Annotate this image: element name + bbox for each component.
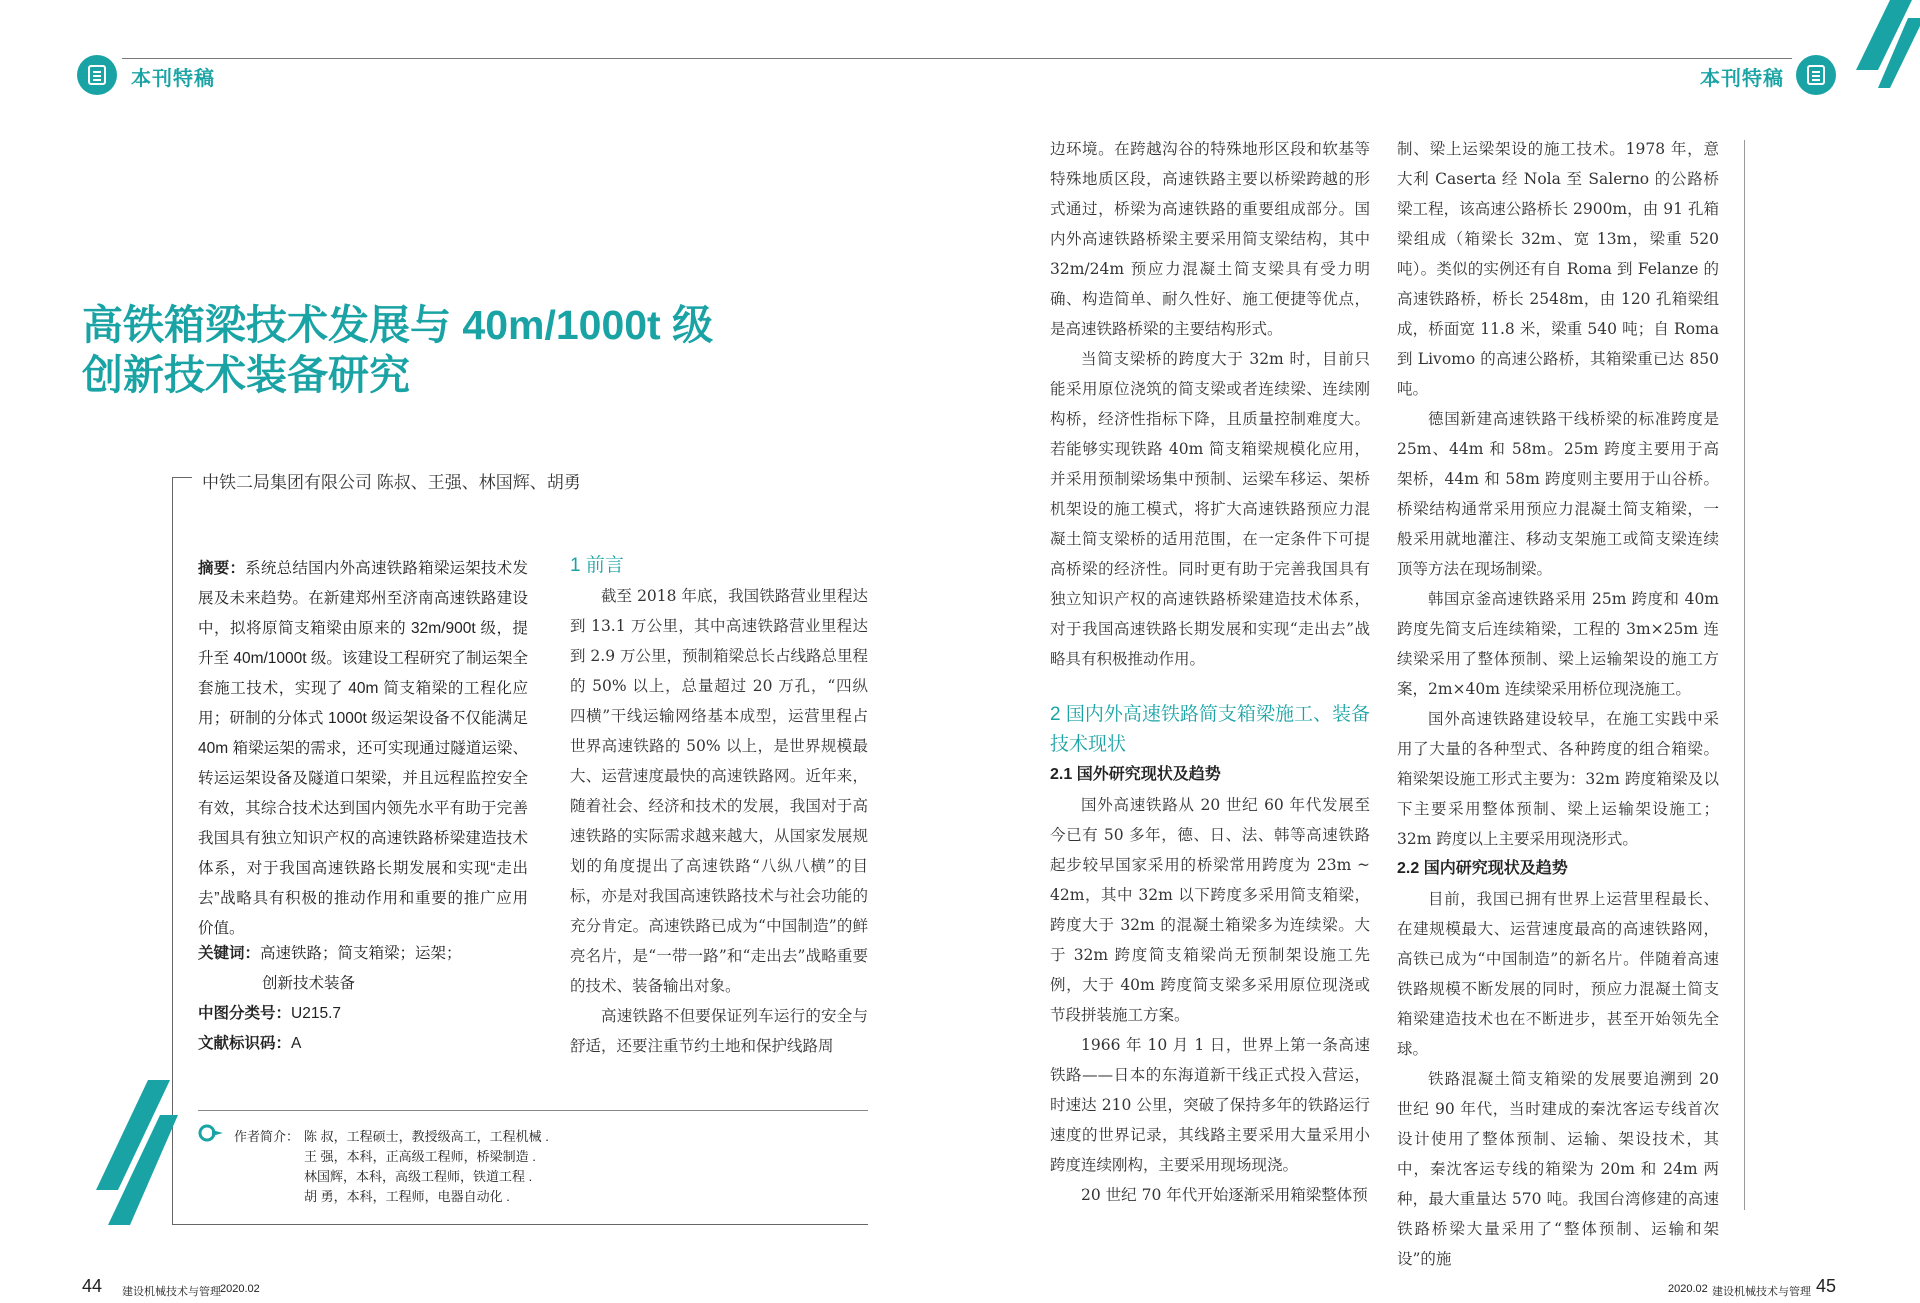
keywords bbox=[198, 941, 462, 963]
keywords-label: 关键词： bbox=[198, 945, 261, 962]
abstract-label: 摘要： bbox=[198, 560, 246, 577]
paragraph: 20 世纪 70 年代开始逐渐采用箱梁整体预 bbox=[1081, 1186, 1368, 1204]
keywords-line1: 高速铁路；简支箱梁；运架； bbox=[260, 945, 462, 962]
bio-divider bbox=[198, 1110, 868, 1111]
bracket-line-top bbox=[172, 477, 192, 478]
bio-line-3: 林国辉，本科，高级工程师，铁道工程 . bbox=[304, 1169, 533, 1184]
column-2 bbox=[1050, 134, 1370, 1210]
page-number-right: 45 bbox=[1816, 1276, 1837, 1296]
section-label-left: 本刊特稿 bbox=[131, 68, 215, 90]
bracket-line-bottom bbox=[172, 1224, 868, 1225]
bio-line-1: 陈 叔，工程硕士，教授级高工，工程机械 . bbox=[304, 1129, 549, 1144]
paragraph: 目前，我国已拥有世界上运营里程最长、在建规模最大、运营速度最高的高速铁路网，高铁已成为“中国制造”的新名片。伴随着高速铁路规模不断发展的同时，预应力混凝土简支箱梁建造技术也在不断进步，甚至开始领先全球。 bbox=[1397, 890, 1719, 1058]
bio-line-2: 王 强，本科，正高级工程师，桥梁制造 . bbox=[304, 1149, 536, 1164]
bio-line-4: 胡 勇，本科，工程师，电器自动化 . bbox=[304, 1189, 510, 1204]
subsection-2-2-heading: 2.2 国内研究现状及趋势 bbox=[1397, 860, 1568, 877]
doc-code-label: 文献标识码： bbox=[198, 1035, 292, 1052]
paragraph: 截至 2018 年底，我国铁路营业里程达到 13.1 万公里，其中高速铁路营业里程达到 2.9 万公里，预制箱梁总长占线路总里程的 50% 以上，总量超过 20 万孔，“四纵四横”干线运输网络基本成型，运营里程占世界高速铁路的 50% 以上，是世界规模最大、运营速度最快的高速铁路网。近年来，随着社会、经济和技术的发展，我国对于高速铁路的实际需求越来越大，从国家发展规划的角度提出了高速铁路“八纵八横”的目标，亦是对我国高速铁路技术与社会功能的充分肯定。高速铁路已成为“中国制造”的鲜亮名片，是“一带一路”和“走出去”战略重要的技术、装备输出对象。 bbox=[570, 587, 869, 995]
page-number-left: 44 bbox=[82, 1276, 103, 1296]
doc-code-value: A bbox=[291, 1035, 302, 1052]
paragraph: 韩国京釜高速铁路采用 25m 跨度和 40m 跨度先简支后连续箱梁，工程的 3m×25m 连续梁采用了整体预制、梁上运输架设的施工方案，2m×40m 连续梁采用桥位现浇施工。 bbox=[1397, 590, 1719, 698]
journal-name-left: 建设机械技术与管理 bbox=[122, 1286, 221, 1298]
paragraph: 1966 年 10 月 1 日，世界上第一条高速铁路——日本的东海道新干线正式投入营运，时速达 210 公里，突破了保持多年的铁路运行速度的世界记录，其线路主要采用大量采用小跨度连续刚构，主要采用现场现浇。 bbox=[1050, 1036, 1370, 1174]
issue-right: 2020.02 bbox=[1668, 1283, 1708, 1295]
book-icon-left bbox=[77, 55, 117, 95]
keywords-line2: 创新技术装备 bbox=[262, 975, 356, 992]
paragraph: 高速铁路不但要保证列车运行的安全与舒适，还要注重节约土地和保护线路周 bbox=[570, 1007, 868, 1055]
paragraph: 铁路混凝土简支箱梁的发展要追溯到 20 世纪 90 年代，当时建成的秦沈客运专线首次设计使用了整体预制、运输、架设技术，其中，秦沈客运专线的箱梁为 20m 和 24m 两种，最大重量达 570 吨。我国台湾修建的高速铁路桥梁大量采用了“整体预制、运输和架设”的施 bbox=[1397, 1070, 1719, 1268]
section-label-right: 本刊特稿 bbox=[1700, 68, 1784, 90]
subsection-2-1-heading: 2.1 国外研究现状及趋势 bbox=[1050, 766, 1221, 783]
stripes-decoration-left bbox=[88, 1080, 178, 1225]
section-1-heading: 1 前言 bbox=[570, 555, 624, 576]
paragraph: 当简支梁桥的跨度大于 32m 时，目前只能采用原位浇筑的简支梁或者连续梁、连续刚构桥，经济性指标下降，且质量控制难度大。若能够实现铁路 40m 简支箱梁规模化应用，并采用预制梁场集中预制、运梁车移运、架桥机架设的施工模式，将扩大高速铁路预应力混凝土简支梁桥的适用范围，在一定条件下可提高桥梁的经济性。同时更有助于完善我国具有独立知识产权的高速铁路桥梁建造技术体系，对于我国高速铁路长期发展和实现“走出去”战略具有积极推动作用。 bbox=[1050, 350, 1370, 668]
clc-value: U215.7 bbox=[291, 1005, 341, 1022]
column-3 bbox=[1397, 134, 1719, 1274]
doc-code bbox=[198, 1031, 301, 1053]
authors: 中铁二局集团有限公司 陈叔、王强、林国辉、胡勇 bbox=[202, 473, 581, 492]
bio-label: 作者简介： bbox=[234, 1129, 300, 1144]
clc-number bbox=[198, 1001, 341, 1023]
header-rule-left bbox=[122, 58, 1792, 59]
paragraph: 德国新建高速铁路干线桥梁的标准跨度是 25m、44m 和 58m。25m 跨度主要用于高架桥，44m 和 58m 跨度则主要用于山谷桥。桥梁结构通常采用预应力混凝土简支箱梁，一般采用就地灌注、移动支架施工或简支梁连续顶等方法在现场制梁。 bbox=[1397, 410, 1719, 578]
article-title-line1: 高铁箱梁技术发展与 40m/1000t 级 bbox=[82, 302, 714, 348]
paragraph: 边环境。在跨越沟谷的特殊地形区段和软基等特殊地质区段，高速铁路主要以桥梁跨越的形式通过，桥梁为高速铁路的重要组成部分。国内外高速铁路桥梁主要采用简支梁结构，其中 32m/24m 预应力混凝土简支梁具有受力明确、构造简单、耐久性好、施工便捷等优点，是高速铁路桥梁的主要结构形式。 bbox=[1050, 140, 1370, 338]
column-1 bbox=[570, 551, 868, 1061]
corner-stripes-decoration bbox=[1850, 0, 1920, 92]
paragraph: 制、梁上运梁架设的施工技术。1978 年，意大利 Caserta 经 Nola 至 Salerno 的公路桥梁工程，该高速公路桥长 2900m，由 91 孔箱梁组成（箱梁长 32m、宽 13m，梁重 520 吨）。类似的实例还有自 Roma 到 Felanze 的高速铁路桥，桥长 2548m，由 120 孔箱梁组成，桥面宽 11.8 米，梁重 540 吨；自 Roma 到 Livomo 的高速公路桥，其箱梁重已达 850 吨。 bbox=[1397, 140, 1719, 398]
section-2-heading: 2 国内外高速铁路简支箱梁施工、装备技术现状 bbox=[1050, 704, 1370, 755]
pen-icon bbox=[198, 1124, 224, 1142]
abstract-text: 系统总结国内外高速铁路箱梁运架技术发展及未来趋势。在新建郑州至济南高速铁路建设中，拟将原简支箱梁由原来的 32m/900t 级，提升至 40m/1000t 级。该建设工程研究了制运架全套施工技术，实现了 40m 简支箱梁的工程化应用；研制的分体式 1000t 级运架设备不仅能满足 40m 箱梁运架的需求，还可实现通过隧道运梁、转运运架设备及隧道口架梁，并且远程监控安全有效，其综合技术达到国内领先水平有助于完善我国具有独立知识产权的高速铁路桥梁建造技术体系，对于我国高速铁路长期发展和实现“走出去”战略具有积极的推动作用和重要的推广应用价值。 bbox=[198, 560, 528, 937]
paragraph: 国外高速铁路从 20 世纪 60 年代发展至今已有 50 多年，德、日、法、韩等高速铁路起步较早国家采用的桥梁常用跨度为 23m ~ 42m，其中 32m 以下跨度多采用简支箱梁，跨度大于 32m 的混凝土箱梁多为连续梁。大于 32m 跨度简支箱梁尚无预制架设施工先例，大于 40m 跨度简支梁多采用原位现浇或节段拼装施工方案。 bbox=[1050, 796, 1370, 1024]
abstract bbox=[198, 554, 528, 944]
paragraph: 国外高速铁路建设较早，在施工实践中采用了大量的各种型式、各种跨度的组合箱梁。箱梁架设施工形式主要为：32m 跨度箱梁及以下主要采用整体预制、梁上运输架设施工；32m 跨度以上主要采用现浇形式。 bbox=[1397, 710, 1719, 848]
book-icon-right bbox=[1796, 55, 1836, 95]
article-title-line2: 创新技术装备研究 bbox=[82, 352, 410, 398]
journal-name-right: 建设机械技术与管理 bbox=[1712, 1286, 1811, 1298]
right-margin-rule bbox=[1744, 140, 1745, 1210]
issue-left: 2020.02 bbox=[220, 1283, 260, 1295]
clc-label: 中图分类号： bbox=[198, 1005, 292, 1022]
